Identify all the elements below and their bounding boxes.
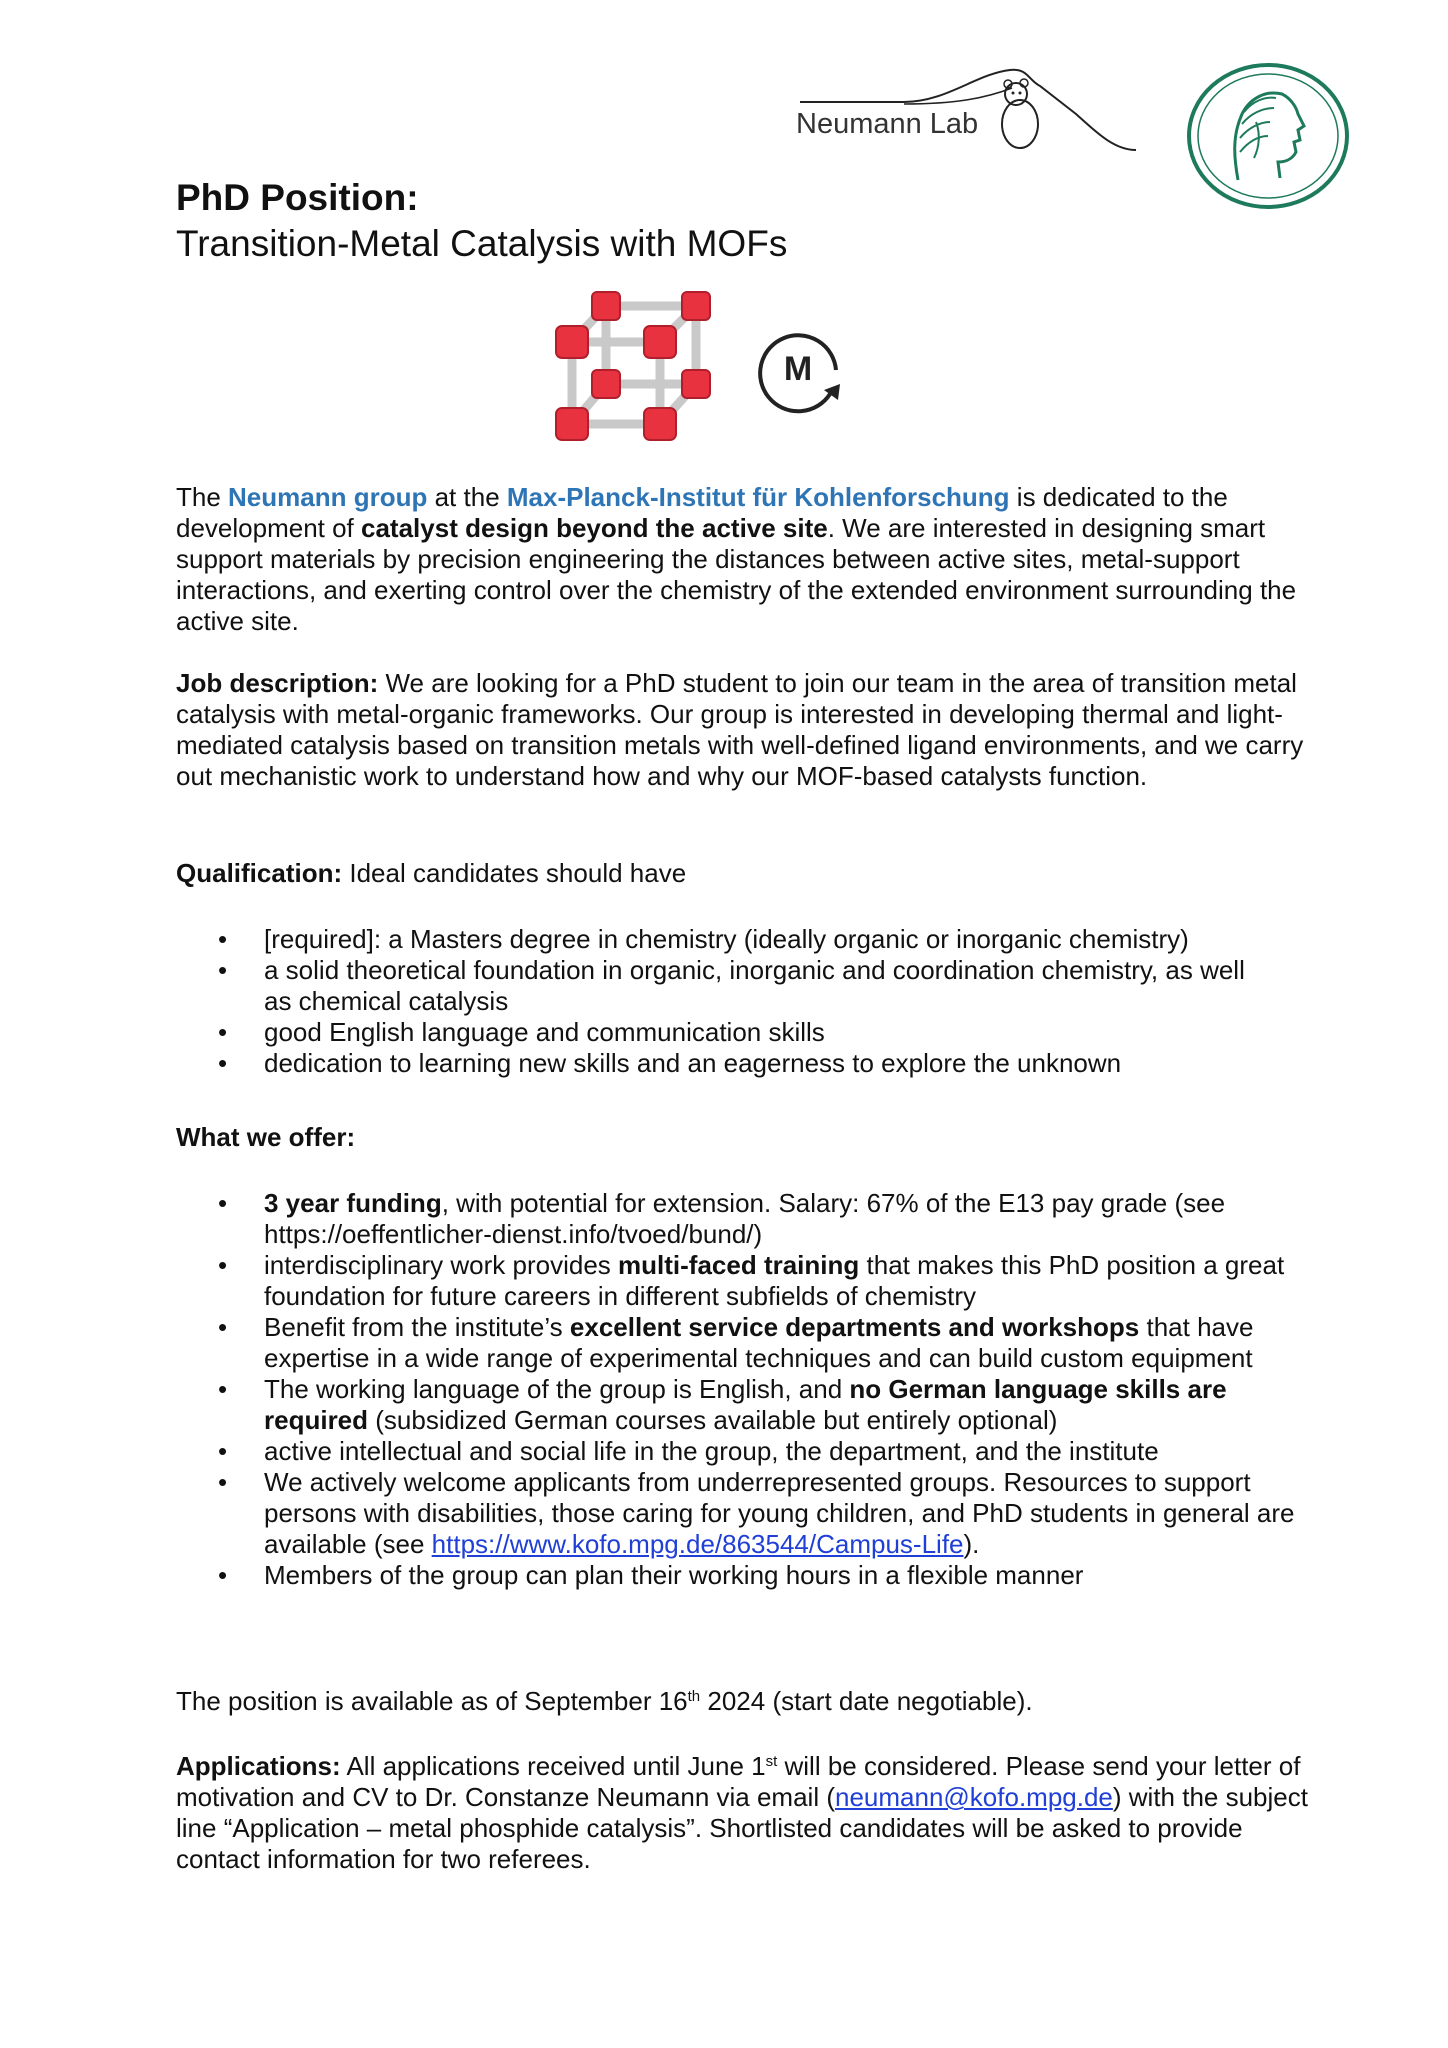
list-item: [176, 1374, 1296, 1436]
list-item: [176, 1250, 1296, 1312]
offer-list: [176, 1188, 1296, 1591]
applications-label: Applications:: [176, 1751, 341, 1781]
campus-life-link[interactable]: https://www.kofo.mpg.de/863544/Campus-Life: [431, 1529, 964, 1559]
job-description-paragraph: [176, 668, 1316, 792]
page-subtitle: Transition-Metal Catalysis with MOFs: [176, 223, 788, 264]
mof-cube-icon: [548, 284, 728, 448]
offer-bold: excellent service departments and workshops: [569, 1312, 1140, 1342]
institute-name: Max-Planck-Institut für Kohlenforschung: [506, 482, 1010, 512]
mof-cube-graphic: [548, 284, 728, 448]
intro-text-4: . We are interested in designing smart support materials by precision engineering the distances between active sites, metal-support interactions, and exerting control over the chemistry of the extended environment surrounding the active site.: [176, 513, 1297, 636]
list-item: • dedication to learning new skills and an eagerness to explore the unknown: [176, 1048, 1316, 1079]
offer-label: What we offer:: [176, 1122, 356, 1152]
offer-bold: no German language skills are required: [264, 1374, 1227, 1435]
neumann-lab-logo: [796, 58, 1136, 154]
list-item: • active intellectual and social life in the group, the department, and the institute: [176, 1436, 1296, 1467]
minerva-seal-icon: [1186, 62, 1350, 210]
list-item: • good English language and communication skills: [176, 1017, 1316, 1048]
offer-heading: [176, 1122, 1316, 1153]
date-suffix: th: [687, 1688, 701, 1705]
availability-text: 2024 (start date negotiable).: [700, 1686, 1033, 1716]
list-item: • [required]: a Masters degree in chemistry (ideally organic or inorganic chemistry): [176, 924, 1316, 955]
job-description-text: We are looking for a PhD student to join our team in the area of transition metal catalysis with metal-organic frameworks. Our group is interested in developing thermal and light-mediated catalysis based on transition metals with well-defined ligand environments, and we carry out mechanistic work to understand how and why our MOF-based catalysts function.: [176, 668, 1304, 791]
applications-text: ) with the subject line “Application – metal phosphide catalysis”. Shortlisted candidates will be asked to provide contact information for two referees.: [176, 1782, 1308, 1874]
intro-bold-phrase: catalyst design beyond the active site: [361, 513, 828, 543]
metal-symbol-graphic: [756, 330, 848, 414]
offer-text: , with potential for extension. Salary: 67% of the E13 pay grade (see https://oeffentlicher-dienst.info/tvoed/bund/): [264, 1188, 1226, 1249]
qualification-intro: Ideal candidates should have: [342, 858, 687, 888]
applications-text: will be considered. Please send your letter of motivation and CV to Dr. Constanze Neumann via email (: [176, 1751, 1301, 1812]
offer-text: that have expertise in a wide range of experimental techniques and can build custom equipment: [264, 1312, 1254, 1373]
list-item: • a solid theoretical foundation in organic, inorganic and coordination chemistry, as well as chemical catalysis: [176, 955, 1316, 1017]
list-item: • Members of the group can plan their working hours in a flexible manner: [176, 1560, 1296, 1591]
availability-paragraph: [176, 1686, 1316, 1717]
qualification-heading: [176, 858, 1316, 889]
email-link[interactable]: neumann@kofo.mpg.de: [834, 1782, 1113, 1812]
qualification-label: Qualification:: [176, 858, 343, 888]
intro-text-1: The: [176, 482, 229, 512]
intro-text-3: is dedicated to the development of: [176, 482, 1228, 543]
metal-symbol-label: M: [783, 350, 813, 388]
list-item: [176, 1188, 1296, 1250]
intro-text-2: at the: [427, 482, 507, 512]
offer-text: We actively welcome applicants from underrepresented groups. Resources to support persons with disabilities, those caring for young children, and PhD students in general are available (see: [264, 1467, 1295, 1559]
max-planck-seal-logo: [1186, 62, 1350, 210]
offer-text: The working language of the group is English, and: [264, 1374, 850, 1404]
offer-text: (subsidized German courses available but entirely optional): [368, 1405, 1058, 1435]
offer-bold: 3 year funding: [264, 1188, 442, 1218]
list-item: [176, 1312, 1296, 1374]
applications-text: All applications received until June 1: [340, 1751, 766, 1781]
date-suffix: st: [765, 1753, 778, 1770]
group-name: Neumann group: [228, 482, 428, 512]
lab-logo-text: Neumann Lab: [796, 108, 979, 140]
availability-text: The position is available as of September 16: [176, 1686, 688, 1716]
offer-bold: multi-faced training: [618, 1250, 860, 1280]
applications-paragraph: [176, 1751, 1316, 1875]
offer-text: ).: [963, 1529, 980, 1559]
offer-text: interdisciplinary work provides: [264, 1250, 619, 1280]
offer-text: that makes this PhD position a great foundation for future careers in different subfields of chemistry: [264, 1250, 1285, 1311]
intro-paragraph: [176, 482, 1316, 637]
qualification-list: [176, 924, 1316, 1079]
page-title: PhD Position:: [176, 177, 419, 218]
list-item: [176, 1467, 1296, 1560]
job-description-label: Job description:: [176, 668, 379, 698]
offer-text: Benefit from the institute’s: [264, 1312, 570, 1342]
